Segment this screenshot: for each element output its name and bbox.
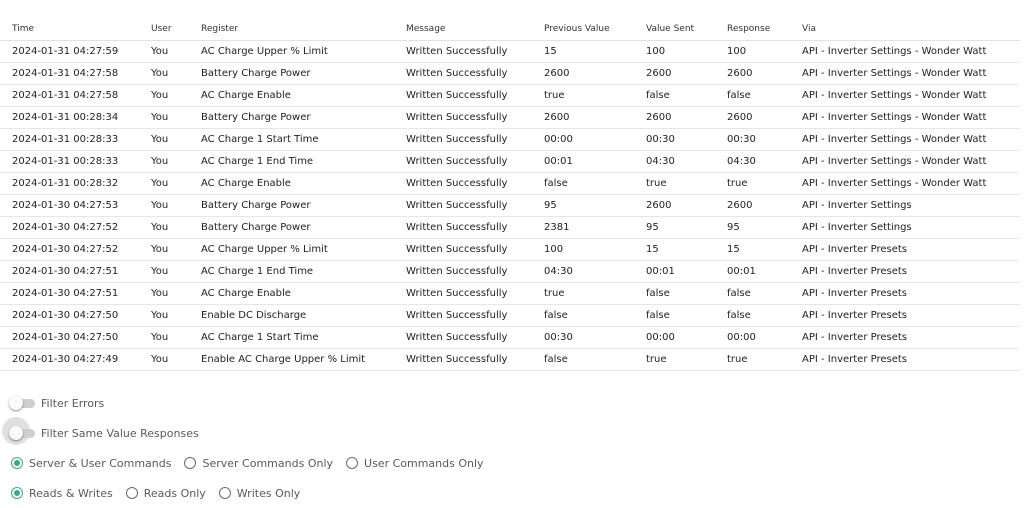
table-row[interactable] [0,173,1020,195]
table-row[interactable] [0,327,1020,349]
response-cell: 00:01 [715,261,790,283]
radio-checked-icon [11,487,23,499]
via-cell: API - Inverter Settings - Wonder Watt [790,41,1020,63]
user-cell: You [139,283,189,305]
response-cell: 2600 [715,195,790,217]
register-cell: Battery Charge Power [189,217,394,239]
time-cell: 2024-01-30 04:27:51 [0,261,139,283]
radio-dot [14,490,20,496]
command-source-radio-group [0,448,486,478]
response-cell: false [715,283,790,305]
previous-value-cell: 95 [532,195,634,217]
value-sent-cell: 15 [634,239,715,261]
radio-dot [14,460,20,466]
previous-value-cell: 2381 [532,217,634,239]
command-type-radio-3[interactable] [219,487,300,500]
column-header-register[interactable]: Register [189,18,394,41]
audit-log-table [0,18,1020,371]
time-cell: 2024-01-30 04:27:52 [0,217,139,239]
response-cell: 15 [715,239,790,261]
register-cell: Battery Charge Power [189,63,394,85]
register-cell: Enable AC Charge Upper % Limit [189,349,394,371]
register-cell: AC Charge Enable [189,173,394,195]
filter-same-value-label: Filter Same Value Responses [41,426,199,440]
command-source-radio-1[interactable] [11,457,171,470]
register-cell: AC Charge Enable [189,85,394,107]
register-cell: Enable DC Discharge [189,305,394,327]
user-cell: You [139,85,189,107]
value-sent-cell: true [634,349,715,371]
user-cell: You [139,305,189,327]
time-cell: 2024-01-30 04:27:51 [0,283,139,305]
time-cell: 2024-01-30 04:27:49 [0,349,139,371]
message-cell: Written Successfully [394,305,532,327]
response-cell: 100 [715,41,790,63]
message-cell: Written Successfully [394,41,532,63]
previous-value-cell: false [532,349,634,371]
table-row[interactable] [0,349,1020,371]
previous-value-cell: 00:01 [532,151,634,173]
previous-value-cell: 100 [532,239,634,261]
user-cell: You [139,261,189,283]
time-cell: 2024-01-31 00:28:34 [0,107,139,129]
column-header-user[interactable]: User [139,18,189,41]
message-cell: Written Successfully [394,129,532,151]
register-cell: AC Charge 1 End Time [189,151,394,173]
command-source-radio-label: Server & User Commands [29,456,172,470]
time-cell: 2024-01-30 04:27:50 [0,327,139,349]
table-row[interactable] [0,63,1020,85]
message-cell: Written Successfully [394,239,532,261]
command-type-radio-label: Reads Only [143,486,206,500]
table-header-row [0,18,1020,41]
message-cell: Written Successfully [394,283,532,305]
radio-unchecked-icon [346,457,358,469]
user-cell: You [139,173,189,195]
command-type-radio-2[interactable] [126,487,206,500]
previous-value-cell: 15 [532,41,634,63]
table-row[interactable] [0,85,1020,107]
time-cell: 2024-01-30 04:27:53 [0,195,139,217]
response-cell: false [715,305,790,327]
filter-same-value-row [0,418,199,448]
column-header-message[interactable]: Message [394,18,532,41]
via-cell: API - Inverter Settings [790,217,1020,239]
via-cell: API - Inverter Presets [790,261,1020,283]
user-cell: You [139,195,189,217]
filter-errors-label: Filter Errors [41,396,105,410]
message-cell: Written Successfully [394,63,532,85]
previous-value-cell: 00:30 [532,327,634,349]
table-body [0,41,1020,371]
via-cell: API - Inverter Settings - Wonder Watt [790,63,1020,85]
via-cell: API - Inverter Settings [790,195,1020,217]
user-cell: You [139,327,189,349]
command-source-radio-label: User Commands Only [364,456,484,470]
user-cell: You [139,239,189,261]
table-row[interactable] [0,283,1020,305]
column-header-time[interactable]: Time [0,18,139,41]
register-cell: Battery Charge Power [189,195,394,217]
previous-value-cell: 2600 [532,63,634,85]
via-cell: API - Inverter Presets [790,327,1020,349]
value-sent-cell: 00:30 [634,129,715,151]
table-row[interactable] [0,107,1020,129]
time-cell: 2024-01-30 04:27:50 [0,305,139,327]
message-cell: Written Successfully [394,349,532,371]
message-cell: Written Successfully [394,173,532,195]
command-source-radio-3[interactable] [346,457,484,470]
value-sent-cell: 00:01 [634,261,715,283]
table-row[interactable] [0,261,1020,283]
command-source-radio-label: Server Commands Only [202,456,334,470]
filter-errors-toggle[interactable] [8,393,38,413]
value-sent-cell: 2600 [634,195,715,217]
previous-value-cell: 04:30 [532,261,634,283]
value-sent-cell: 95 [634,217,715,239]
command-source-radio-2[interactable] [184,457,333,470]
value-sent-cell: false [634,305,715,327]
value-sent-cell: true [634,173,715,195]
user-cell: You [139,151,189,173]
message-cell: Written Successfully [394,327,532,349]
response-cell: 2600 [715,107,790,129]
radio-checked-icon [11,457,23,469]
table-row[interactable] [0,217,1020,239]
via-cell: API - Inverter Settings - Wonder Watt [790,85,1020,107]
via-cell: API - Inverter Presets [790,239,1020,261]
command-type-radio-label: Writes Only [236,486,301,500]
command-source-options [0,457,486,470]
command-type-radio-group [0,478,302,508]
previous-value-cell: true [532,283,634,305]
register-cell: AC Charge 1 Start Time [189,129,394,151]
message-cell: Written Successfully [394,107,532,129]
register-cell: AC Charge 1 End Time [189,261,394,283]
via-cell: API - Inverter Settings - Wonder Watt [790,129,1020,151]
time-cell: 2024-01-31 04:27:58 [0,85,139,107]
register-cell: AC Charge Enable [189,283,394,305]
register-cell: Battery Charge Power [189,107,394,129]
response-cell: false [715,85,790,107]
table-row[interactable] [0,151,1020,173]
command-type-radio-label: Reads & Writes [29,486,113,500]
message-cell: Written Successfully [394,85,532,107]
user-cell: You [139,349,189,371]
register-cell: AC Charge Upper % Limit [189,41,394,63]
user-cell: You [139,129,189,151]
time-cell: 2024-01-30 04:27:52 [0,239,139,261]
previous-value-cell: false [532,305,634,327]
time-cell: 2024-01-31 04:27:58 [0,63,139,85]
time-cell: 2024-01-31 00:28:33 [0,151,139,173]
command-type-radio-1[interactable] [11,487,113,500]
user-cell: You [139,217,189,239]
value-sent-cell: false [634,85,715,107]
previous-value-cell: true [532,85,634,107]
previous-value-cell: 2600 [532,107,634,129]
table-row[interactable] [0,239,1020,261]
response-cell: 04:30 [715,151,790,173]
table-row[interactable] [0,195,1020,217]
response-cell: true [715,349,790,371]
toggle-thumb [9,426,23,440]
response-cell: 95 [715,217,790,239]
filter-same-value-toggle[interactable] [8,423,38,443]
table-row[interactable] [0,305,1020,327]
column-header-previous-value[interactable]: Previous Value [532,18,634,41]
via-cell: API - Inverter Presets [790,349,1020,371]
time-cell: 2024-01-31 00:28:32 [0,173,139,195]
message-cell: Written Successfully [394,151,532,173]
filter-errors-row [0,388,104,418]
response-cell: true [715,173,790,195]
time-cell: 2024-01-31 04:27:59 [0,41,139,63]
via-cell: API - Inverter Settings - Wonder Watt [790,107,1020,129]
value-sent-cell: 04:30 [634,151,715,173]
via-cell: API - Inverter Presets [790,283,1020,305]
user-cell: You [139,107,189,129]
message-cell: Written Successfully [394,195,532,217]
response-cell: 00:30 [715,129,790,151]
message-cell: Written Successfully [394,217,532,239]
previous-value-cell: false [532,173,634,195]
column-header-value-sent[interactable]: Value Sent [634,18,715,41]
radio-unchecked-icon [126,487,138,499]
value-sent-cell: false [634,283,715,305]
toggle-thumb [9,396,23,410]
message-cell: Written Successfully [394,261,532,283]
via-cell: API - Inverter Settings - Wonder Watt [790,173,1020,195]
radio-unchecked-icon [219,487,231,499]
radio-unchecked-icon [184,457,196,469]
column-header-via[interactable]: Via [790,18,1020,41]
table-row[interactable] [0,41,1020,63]
previous-value-cell: 00:00 [532,129,634,151]
user-cell: You [139,63,189,85]
user-cell: You [139,41,189,63]
column-header-response[interactable]: Response [715,18,790,41]
time-cell: 2024-01-31 00:28:33 [0,129,139,151]
audit-log-table-container [0,18,1020,371]
response-cell: 2600 [715,63,790,85]
response-cell: 00:00 [715,327,790,349]
value-sent-cell: 00:00 [634,327,715,349]
value-sent-cell: 100 [634,41,715,63]
command-type-options [0,487,302,500]
table-row[interactable] [0,129,1020,151]
value-sent-cell: 2600 [634,107,715,129]
via-cell: API - Inverter Presets [790,305,1020,327]
register-cell: AC Charge Upper % Limit [189,239,394,261]
via-cell: API - Inverter Settings - Wonder Watt [790,151,1020,173]
register-cell: AC Charge 1 Start Time [189,327,394,349]
value-sent-cell: 2600 [634,63,715,85]
